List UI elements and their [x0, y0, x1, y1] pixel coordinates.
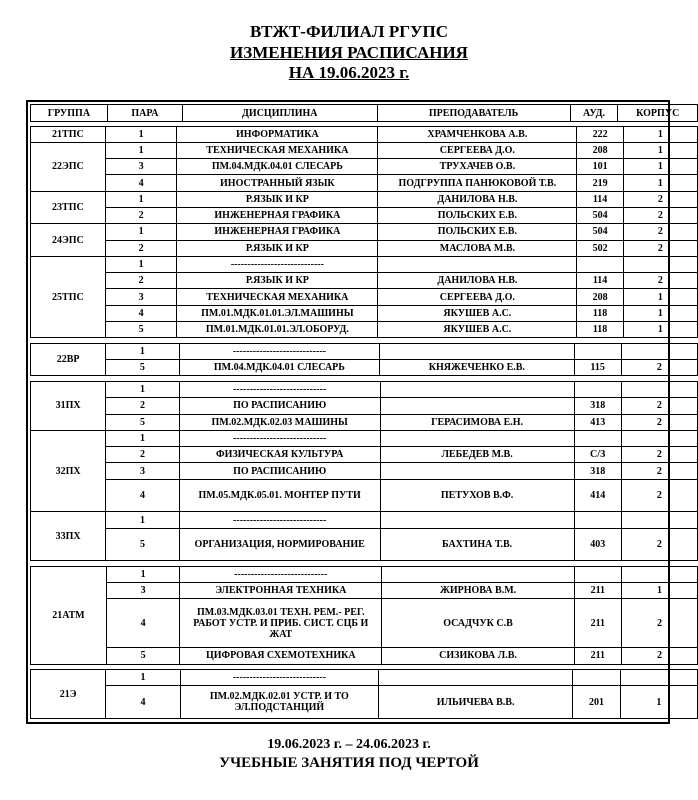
subject: ИНЖЕНЕРНАЯ ГРАФИКА — [177, 207, 378, 223]
subject: ПО РАСПИСАНИЮ — [179, 398, 380, 414]
teacher: ЛЕБЕДЕВ М.В. — [380, 447, 574, 463]
teacher: ЯКУШЕВ А.С. — [378, 322, 577, 338]
subject: Р.ЯЗЫК И КР — [177, 273, 378, 289]
building: 1 — [623, 289, 697, 305]
lesson-number: 1 — [106, 430, 179, 446]
teacher — [382, 566, 574, 582]
subject: ЭЛЕКТРОННАЯ ТЕХНИКА — [180, 583, 382, 599]
table-row — [31, 599, 698, 648]
lesson-number: 2 — [106, 398, 179, 414]
lesson-number: 5 — [106, 360, 180, 376]
schedule-section — [30, 381, 698, 561]
table-row — [31, 273, 698, 289]
page-title: ИЗМЕНЕНИЯ РАСПИСАНИЯ — [230, 43, 468, 62]
teacher: ИЛЬИЧЕВА В.В. — [378, 686, 572, 719]
table-row — [31, 224, 698, 240]
subject: ПО РАСПИСАНИЮ — [179, 463, 380, 479]
building: 2 — [623, 191, 697, 207]
room: 208 — [577, 289, 623, 305]
header-row — [31, 105, 698, 122]
teacher — [380, 430, 574, 446]
subject: ПМ.02.МДК.02.01 УСТР. И ТО ЭЛ.ПОДСТАНЦИЙ — [180, 686, 378, 719]
lesson-number: 2 — [105, 240, 177, 256]
building: 2 — [623, 207, 697, 223]
subject: ТЕХНИЧЕСКАЯ МЕХАНИКА — [177, 142, 378, 158]
room — [574, 430, 621, 446]
teacher: ЖИРНОВА В.М. — [382, 583, 574, 599]
room: С/З — [574, 447, 621, 463]
teacher: СИЗИКОВА Л.В. — [382, 648, 574, 664]
footer-period: 19.06.2023 г. – 24.06.2023 г. — [267, 737, 431, 752]
building: 2 — [621, 463, 697, 479]
teacher — [378, 670, 572, 686]
lesson-number: 4 — [105, 175, 177, 191]
room: 504 — [577, 224, 623, 240]
lesson-number: 5 — [106, 414, 179, 430]
column-header: ПАРА — [107, 105, 182, 122]
lesson-number: 3 — [106, 463, 179, 479]
room: 114 — [577, 273, 623, 289]
subject: ПМ.03.МДК.03.01 ТЕХН. РЕМ.- РЕГ. РАБОТ УСТР. И ПРИБ. СИСТ. СЦБ И ЖАТ — [180, 599, 382, 648]
room: 318 — [574, 463, 621, 479]
teacher — [380, 398, 574, 414]
subject: ПМ.02.МДК.02.03 МАШИНЫ — [179, 414, 380, 430]
table-row — [31, 528, 698, 561]
teacher: ЯКУШЕВ А.С. — [378, 305, 577, 321]
schedule-date: НА 19.06.2023 г. — [288, 63, 410, 82]
table-row — [31, 360, 698, 376]
group-name: 21ТПС — [31, 126, 106, 142]
subject: ФИЗИЧЕСКАЯ КУЛЬТУРА — [179, 447, 380, 463]
building: 2 — [623, 273, 697, 289]
column-header: ГРУППА — [31, 105, 108, 122]
schedule-section — [30, 566, 698, 665]
lesson-number: 1 — [106, 670, 180, 686]
subject: ---------------------------- — [179, 430, 380, 446]
table-row — [31, 175, 698, 191]
group-name: 24ЭПС — [31, 224, 106, 257]
table-row — [31, 414, 698, 430]
lesson-number: 4 — [106, 686, 180, 719]
teacher: ПЕТУХОВ В.Ф. — [380, 479, 574, 512]
room: 211 — [574, 648, 621, 664]
room: 403 — [574, 528, 621, 561]
subject: ИНЖЕНЕРНАЯ ГРАФИКА — [177, 224, 378, 240]
lesson-number: 2 — [106, 447, 179, 463]
building: 2 — [621, 479, 697, 512]
table-row — [31, 463, 698, 479]
lesson-number: 5 — [106, 528, 179, 561]
table-row — [31, 670, 698, 686]
room: 114 — [577, 191, 623, 207]
group-name: 33ПХ — [31, 512, 106, 561]
subject: ПМ.05.МДК.05.01. МОНТЕР ПУТИ — [179, 479, 380, 512]
column-header: ПРЕПОДАВАТЕЛЬ — [377, 105, 570, 122]
table-row — [31, 240, 698, 256]
footer-note: УЧЕБНЫЕ ЗАНЯТИЯ ПОД ЧЕРТОЙ — [219, 755, 479, 771]
table-row — [31, 566, 698, 582]
room: 115 — [574, 360, 621, 376]
building: 2 — [623, 224, 697, 240]
subject: ---------------------------- — [180, 566, 382, 582]
subject: Р.ЯЗЫК И КР — [177, 191, 378, 207]
group-name: 21АТМ — [31, 566, 107, 664]
building — [621, 343, 697, 359]
table-row — [31, 305, 698, 321]
lesson-number: 1 — [105, 256, 177, 272]
table-row — [31, 447, 698, 463]
teacher: БАХТИНА Т.В. — [380, 528, 574, 561]
subject: ---------------------------- — [179, 512, 380, 528]
room: 118 — [577, 322, 623, 338]
teacher — [380, 382, 574, 398]
subject: ТЕХНИЧЕСКАЯ МЕХАНИКА — [177, 289, 378, 305]
table-row — [31, 207, 698, 223]
lesson-number: 1 — [106, 382, 179, 398]
teacher: ОСАДЧУК С.В — [382, 599, 574, 648]
room: 201 — [573, 686, 621, 719]
group-name: 21Э — [31, 670, 106, 719]
building: 2 — [621, 414, 697, 430]
lesson-number: 1 — [105, 191, 177, 207]
subject: ОРГАНИЗАЦИЯ, НОРМИРОВАНИЕ — [179, 528, 380, 561]
room: 413 — [574, 414, 621, 430]
column-header: АУД. — [570, 105, 618, 122]
column-header: ДИСЦИПЛИНА — [183, 105, 377, 122]
table-row — [31, 686, 698, 719]
building: 1 — [623, 159, 697, 175]
column-header: КОРПУС — [618, 105, 698, 122]
lesson-number: 5 — [105, 322, 177, 338]
teacher: ПОЛЬСКИХ Е.В. — [378, 207, 577, 223]
lesson-number: 1 — [105, 224, 177, 240]
lesson-number: 2 — [105, 273, 177, 289]
subject: ПМ.04.МДК.04.01 СЛЕСАРЬ — [179, 360, 379, 376]
group-name: 22ЭПС — [31, 142, 106, 191]
subject: ---------------------------- — [177, 256, 378, 272]
subject: ИНОСТРАННЫЙ ЯЗЫК — [177, 175, 378, 191]
table-row — [31, 648, 698, 664]
building: 1 — [621, 583, 697, 599]
room — [577, 256, 623, 272]
subject: ИНФОРМАТИКА — [177, 126, 378, 142]
lesson-number: 1 — [106, 343, 180, 359]
schedule-header — [30, 104, 698, 122]
subject: ---------------------------- — [180, 670, 378, 686]
building — [621, 512, 697, 528]
subject: ПМ.01.МДК.01.01.ЭЛ.МАШИНЫ — [177, 305, 378, 321]
building: 2 — [621, 360, 697, 376]
teacher: ПОЛЬСКИХ Е.В. — [378, 224, 577, 240]
group-name: 25ТПС — [31, 256, 106, 337]
table-row — [31, 382, 698, 398]
subject: ---------------------------- — [179, 382, 380, 398]
table-row — [31, 583, 698, 599]
group-name: 23ТПС — [31, 191, 106, 224]
subject: ---------------------------- — [179, 343, 379, 359]
room: 208 — [577, 142, 623, 158]
building — [621, 566, 697, 582]
table-row — [31, 126, 698, 142]
table-row — [31, 343, 698, 359]
room: 318 — [574, 398, 621, 414]
lesson-number: 2 — [105, 207, 177, 223]
building: 2 — [621, 447, 697, 463]
room: 118 — [577, 305, 623, 321]
building: 1 — [623, 175, 697, 191]
teacher: ТРУХАЧЕВ О.В. — [378, 159, 577, 175]
group-name: 32ПХ — [31, 430, 106, 511]
table-row — [31, 142, 698, 158]
room: 101 — [577, 159, 623, 175]
room — [574, 343, 621, 359]
teacher: МАСЛОВА М.В. — [378, 240, 577, 256]
lesson-number: 3 — [105, 159, 177, 175]
table-row — [31, 191, 698, 207]
building: 1 — [623, 126, 697, 142]
table-row — [31, 289, 698, 305]
room: 222 — [577, 126, 623, 142]
table-row — [31, 512, 698, 528]
lesson-number: 1 — [106, 512, 179, 528]
table-row — [31, 159, 698, 175]
building: 2 — [621, 599, 697, 648]
teacher: КНЯЖЕЧЕНКО Е.В. — [380, 360, 574, 376]
building — [621, 430, 697, 446]
building: 1 — [623, 322, 697, 338]
table-row — [31, 479, 698, 512]
table-row — [31, 256, 698, 272]
teacher: ПОДГРУППА ПАНЮКОВОЙ Т.В. — [378, 175, 577, 191]
teacher — [380, 463, 574, 479]
lesson-number: 1 — [106, 566, 179, 582]
schedule-section — [30, 126, 698, 339]
building — [620, 670, 697, 686]
room — [573, 670, 621, 686]
lesson-number: 1 — [105, 142, 177, 158]
room: 502 — [577, 240, 623, 256]
schedule-section — [30, 669, 698, 719]
lesson-number: 3 — [106, 583, 179, 599]
building: 1 — [620, 686, 697, 719]
lesson-number: 1 — [105, 126, 177, 142]
room — [574, 382, 621, 398]
group-name: 22ВР — [31, 343, 106, 376]
room: 211 — [574, 599, 621, 648]
lesson-number: 4 — [106, 479, 179, 512]
table-row — [31, 430, 698, 446]
building: 2 — [621, 528, 697, 561]
group-name: 31ПХ — [31, 382, 106, 431]
lesson-number: 4 — [105, 305, 177, 321]
institution-name: ВТЖТ-ФИЛИАЛ РГУПС — [249, 22, 449, 41]
building: 2 — [623, 240, 697, 256]
subject: Р.ЯЗЫК И КР — [177, 240, 378, 256]
teacher: ГЕРАСИМОВА Е.Н. — [380, 414, 574, 430]
table-row — [31, 398, 698, 414]
room — [574, 512, 621, 528]
room: 504 — [577, 207, 623, 223]
room: 211 — [574, 583, 621, 599]
teacher: ДАНИЛОВА Н.В. — [378, 191, 577, 207]
table-row — [31, 322, 698, 338]
building: 1 — [623, 305, 697, 321]
building: 2 — [621, 648, 697, 664]
teacher: ДАНИЛОВА Н.В. — [378, 273, 577, 289]
building — [621, 382, 697, 398]
lesson-number: 5 — [106, 648, 179, 664]
building: 2 — [621, 398, 697, 414]
subject: ПМ.01.МДК.01.01.ЭЛ.ОБОРУД. — [177, 322, 378, 338]
room — [574, 566, 621, 582]
lesson-number: 4 — [106, 599, 179, 648]
subject: ПМ.04.МДК.04.01 СЛЕСАРЬ — [177, 159, 378, 175]
teacher: СЕРГЕЕВА Д.О. — [378, 142, 577, 158]
teacher: СЕРГЕЕВА Д.О. — [378, 289, 577, 305]
teacher — [378, 256, 577, 272]
teacher: ХРАМЧЕНКОВА А.В. — [378, 126, 577, 142]
lesson-number: 3 — [105, 289, 177, 305]
room: 414 — [574, 479, 621, 512]
room: 219 — [577, 175, 623, 191]
building: 1 — [623, 142, 697, 158]
subject: ЦИФРОВАЯ СХЕМОТЕХНИКА — [180, 648, 382, 664]
teacher — [380, 512, 574, 528]
schedule-section — [30, 343, 698, 377]
building — [623, 256, 697, 272]
teacher — [380, 343, 574, 359]
